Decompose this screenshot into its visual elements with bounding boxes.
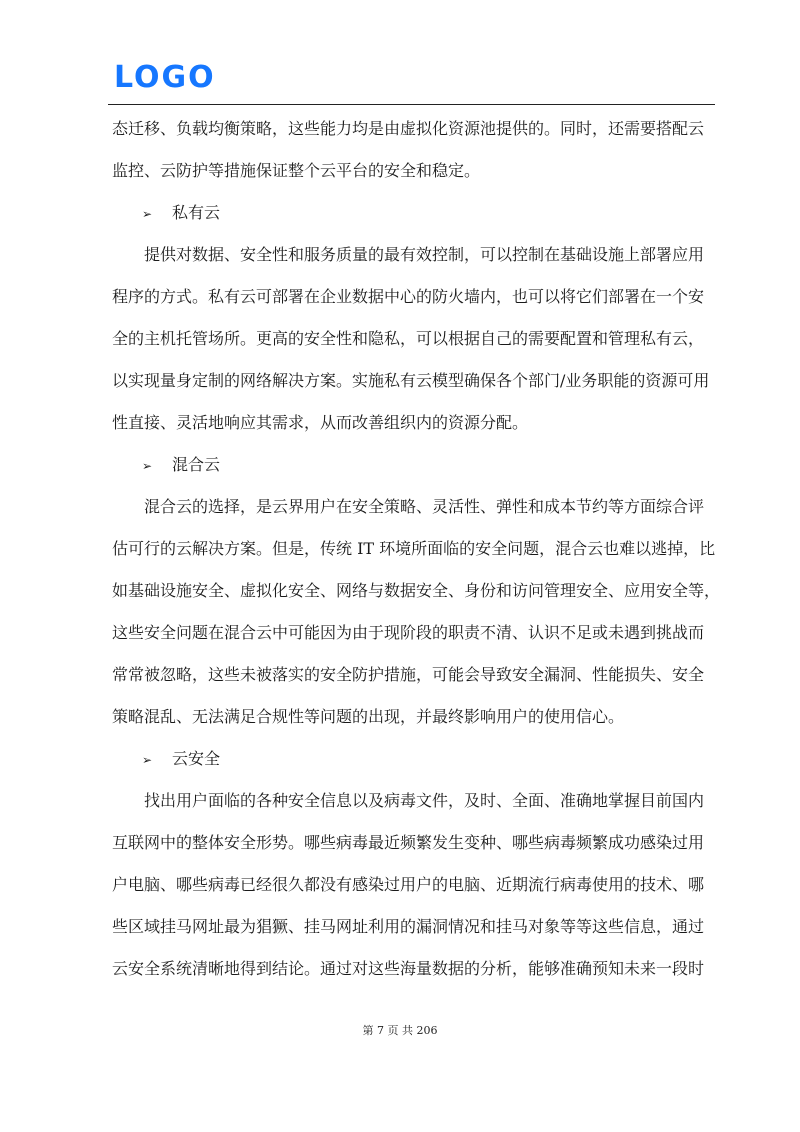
paragraph-line: 以实现量身定制的网络解决方案。实施私有云模型确保各个部门/业务职能的资源可用 <box>112 371 710 390</box>
section-heading-private-cloud <box>112 192 720 234</box>
arrow-bullet-icon: ➢ <box>142 753 153 767</box>
section-heading-label: 云安全 <box>172 749 221 768</box>
paragraph-line: 性直接、灵活地响应其需求，从而改善组织内的资源分配。 <box>112 413 529 432</box>
paragraph-line: 如基础设施安全、虚拟化安全、网络与数据安全、身份和访问管理安全、应用安全等， <box>112 581 721 600</box>
logo: LOGO <box>114 60 216 95</box>
section-heading-label: 混合云 <box>172 455 221 474</box>
paragraph-line: 互联网中的整体安全形势。哪些病毒最近频繁发生变种、哪些病毒频繁成功感染过用 <box>112 833 705 852</box>
paragraph-line: 态迁移、负载均衡策略，这些能力均是由虚拟化资源池提供的。同时，还需要搭配云 <box>112 119 705 138</box>
page-number: 第 7 页 共 206 <box>362 1024 438 1037</box>
paragraph-line: 程序的方式。私有云可部署在企业数据中心的防火墙内，也可以将它们部署在一个安 <box>112 287 705 306</box>
section-heading-label: 私有云 <box>172 203 221 222</box>
header-divider <box>108 104 715 105</box>
section-heading-cloud-security <box>112 738 720 780</box>
paragraph-line: 混合云的选择，是云界用户在安全策略、灵活性、弹性和成本节约等方面综合评 <box>144 497 705 516</box>
arrow-bullet-icon: ➢ <box>142 459 153 473</box>
paragraph-line: 全的主机托管场所。更高的安全性和隐私，可以根据自己的需要配置和管理私有云， <box>112 329 705 348</box>
paragraph-line: 提供对数据、安全性和服务质量的最有效控制，可以控制在基础设施上部署应用 <box>144 245 705 264</box>
document-body <box>112 108 720 990</box>
paragraph-line: 户电脑、哪些病毒已经很久都没有感染过用户的电脑、近期流行病毒使用的技术、哪 <box>112 875 705 894</box>
paragraph-line: 找出用户面临的各种安全信息以及病毒文件，及时、全面、准确地掌握目前国内 <box>144 791 705 810</box>
paragraph-line: 些区域挂马网址最为猖獗、挂马网址利用的漏洞情况和挂马对象等等这些信息，通过 <box>112 917 705 936</box>
arrow-bullet-icon: ➢ <box>142 207 153 221</box>
paragraph-line: 策略混乱、无法满足合规性等问题的出现，并最终影响用户的使用信心。 <box>112 707 625 726</box>
paragraph-line: 估可行的云解决方案。但是，传统 IT 环境所面临的安全问题，混合云也难以逃掉，比 <box>112 539 716 558</box>
paragraph-line: 云安全系统清晰地得到结论。通过对这些海量数据的分析，能够准确预知未来一段时 <box>112 959 705 978</box>
section-heading-hybrid-cloud <box>112 444 720 486</box>
paragraph-line: 这些安全问题在混合云中可能因为由于现阶段的职责不清、认识不足或未遇到挑战而 <box>112 623 705 642</box>
paragraph-line: 常常被忽略，这些未被落实的安全防护措施，可能会导致安全漏洞、性能损失、安全 <box>112 665 705 684</box>
paragraph-line: 监控、云防护等措施保证整个云平台的安全和稳定。 <box>112 161 481 180</box>
